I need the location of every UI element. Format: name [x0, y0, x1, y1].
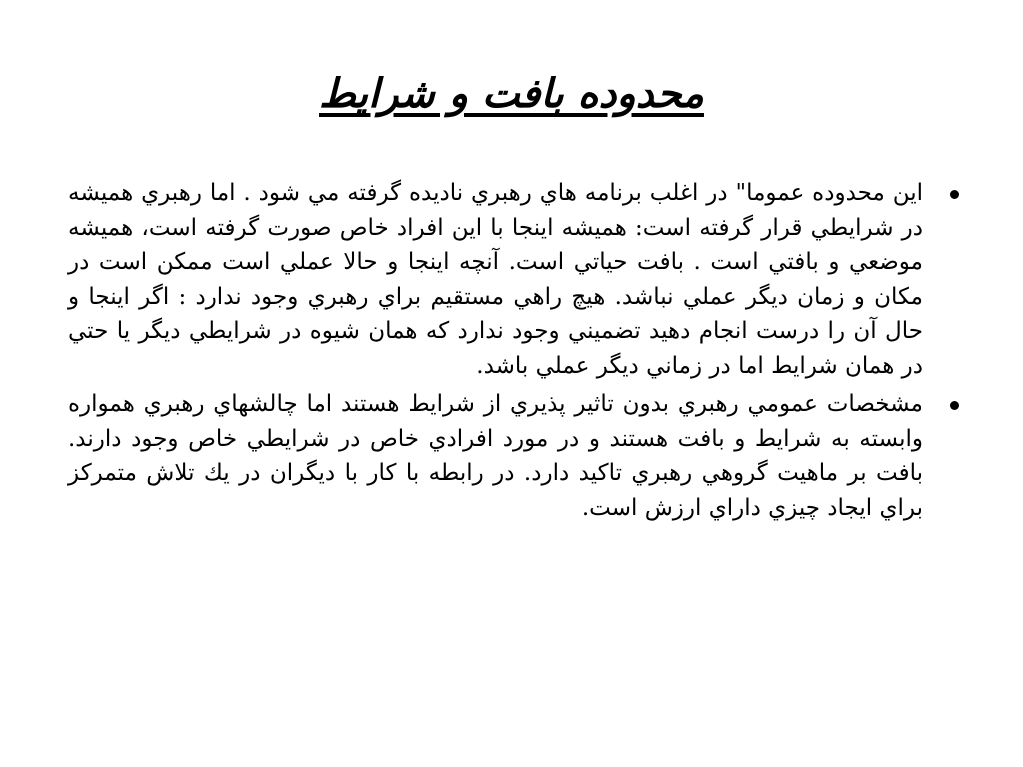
bullet-text: اين محدوده عموما" در اغلب برنامه هاي رهبري ناديده گرفته مي شود . اما رهبري هميشه در شرايطي قرار گرفته است: هميشه اينجا با اين افراد خاص صورت گرفته است، هميشه موضعي و بافتي است . بافت حياتي است. آنچه اينجا و حالا عملي است ممكن است در مكان و زمان ديگر عملي نباشد. هيچ راهي مستقيم براي رهبري وجود ندارد : اگر اينجا و حال آن را درست انجام دهيد تضميني وجود ندارد كه همان شيوه در شرايطي ديگر يا حتي در همان شرايط اما در زماني ديگر عملي باشد.: [68, 180, 923, 379]
bullet-text: مشخصات عمومي رهبري بدون تاثير پذيري از شرايط هستند اما چالشهاي رهبري همواره وابسته به شرايط و بافت هستند و در مورد افرادي خاص در شرايطي خاص وجود دارند. بافت بر ماهيت گروهي رهبري تاكيد دارد. در رابطه با كار با ديگران در يك تلاش متمركز براي ايجاد چيزي داراي ارزش است.: [68, 391, 923, 521]
slide-body: [68, 176, 963, 529]
bullet-point-icon: [950, 190, 959, 199]
slide-title: [0, 64, 1023, 124]
bullet-item-2: [68, 387, 963, 525]
slide-title-text: محدوده بافت و شرايط: [319, 70, 704, 117]
bullet-item-1: [68, 176, 963, 383]
bullet-point-icon: [950, 401, 959, 410]
